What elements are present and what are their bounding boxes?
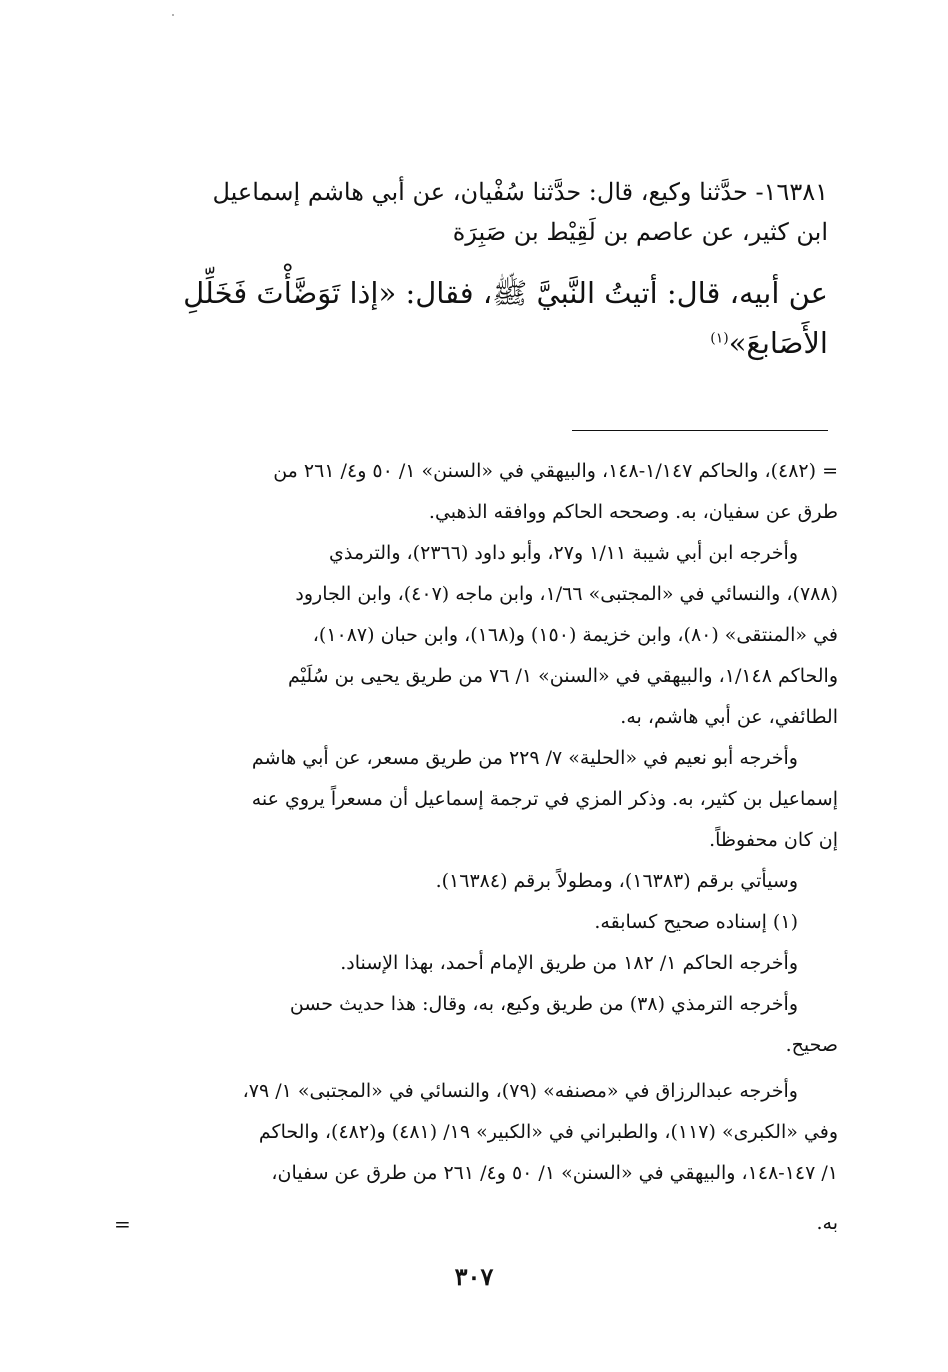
footnote-line-8: وأخرجه أبو نعيم في «الحلية» ٧/ ٢٢٩ من طريق مسعر، عن أبي هاشم — [251, 747, 798, 769]
footnote-line-15: صحيح. — [785, 1034, 838, 1056]
page-number: ٣٠٧ — [454, 1262, 494, 1291]
hadith-matn-text: الأَصَابعَ» — [728, 326, 828, 360]
hadith-isnad-line-2: ابن كثير، عن عاصم بن لَقِيْط بن صَبِرَة — [452, 218, 828, 246]
hadith-isnad-line-1: ١٦٣٨١- حدَّثنا وكيع، قال: حدَّثنا سُفْيان، عن أبي هاشم إسماعيل — [212, 178, 828, 206]
footnotes-block — [122, 460, 838, 1260]
footnote-line-16: وأخرجه عبدالرزاق في «مصنفه» (٧٩)، والنسائي في «المجتبى» ١/ ٧٩، — [242, 1080, 798, 1102]
footnote-line-17: وفي «الكبرى» (١١٧)، والطبراني في «الكبير» ١٩/ (٤٨١) و(٤٨٢)، والحاكم — [258, 1121, 838, 1143]
footnote-line-4: (٧٨٨)، والنسائي في «المجتبى» ١/٦٦، وابن ماجه (٤٠٧)، وابن الجارود — [295, 583, 838, 605]
hadith-matn-line-2 — [710, 326, 828, 360]
footnote-separator — [572, 430, 828, 431]
continuation-mark: = — [114, 1212, 131, 1236]
footnote-line-2: طرق عن سفيان، به. وصححه الحاكم ووافقه الذهبي. — [428, 501, 838, 523]
footnote-line-7: الطائفي، عن أبي هاشم، به. — [620, 706, 838, 728]
footnote-line-19: به. — [816, 1212, 838, 1234]
footnote-line-14: وأخرجه الترمذي (٣٨) من طريق وكيع، به، وقال: هذا حديث حسن — [289, 993, 798, 1015]
footnote-line-5: في «المنتقى» (٨٠)، وابن خزيمة (١٥٠) و(١٦٨)، وابن حبان (١٠٨٧)، — [312, 624, 838, 646]
footnote-marker: (١) — [710, 330, 729, 347]
footnote-line-13: وأخرجه الحاكم ١/ ١٨٢ من طريق الإمام أحمد، بهذا الإسناد. — [340, 952, 798, 974]
hadith-matn-line-1: عن أبيه، قال: أتيتُ النَّبيَّ ﷺ، فقال: «إذا تَوَضَّأْتَ فَخَلِّلِ — [183, 276, 828, 310]
scan-speck — [172, 14, 174, 16]
footnote-line-18: ١/ ١٤٧-١٤٨، والبيهقي في «السنن» ١/ ٥٠ و٤/ ٢٦١ من طرق عن سفيان، — [271, 1162, 838, 1184]
footnote-line-9: إسماعيل بن كثير، به. وذكر المزي في ترجمة إسماعيل أن مسعراً يروي عنه — [251, 788, 838, 810]
footnote-line-6: والحاكم ١/١٤٨، والبيهقي في «السنن» ١/ ٧٦ من طريق يحيى بن سُلَيْم — [288, 665, 838, 687]
footnote-line-12: (١) إسناده صحيح كسابقه. — [594, 911, 798, 933]
footnote-line-3: وأخرجه ابن أبي شيبة ١/١١ و٢٧، وأبو داود (٢٣٦٦)، والترمذي — [329, 542, 798, 564]
footnote-line-1: = (٤٨٢)، والحاكم ١/١٤٧-١٤٨، والبيهقي في «السنن» ١/ ٥٠ و٤/ ٢٦١ من — [273, 460, 838, 482]
footnote-line-10: إن كان محفوظاً. — [709, 829, 838, 851]
footnote-line-11: وسيأتي برقم (١٦٣٨٣)، ومطولاً برقم (١٦٣٨٤). — [435, 870, 798, 892]
hadith-block — [122, 178, 828, 378]
